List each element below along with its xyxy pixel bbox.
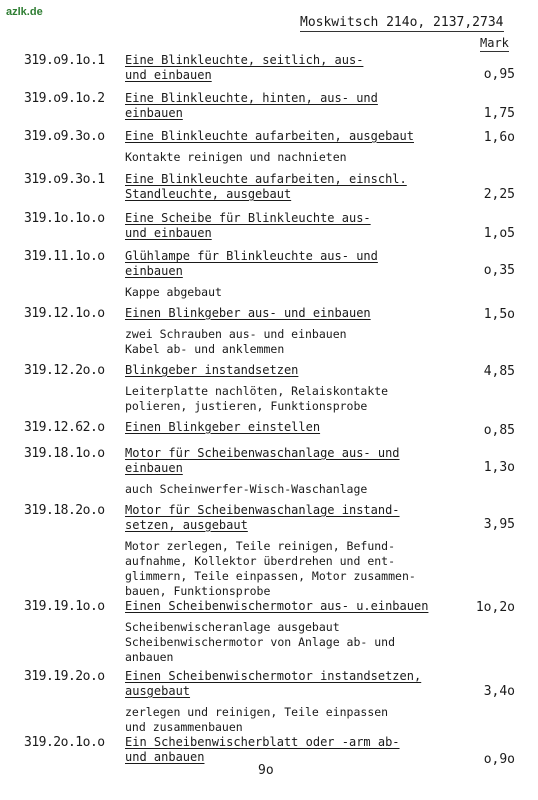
item-title-line: einbauen: [125, 461, 183, 475]
item-title-line: und einbauen: [125, 68, 212, 82]
item-note-line: polieren, justieren, Funktionsprobe: [125, 399, 368, 413]
price-column-header: Mark: [480, 36, 509, 50]
item-code: 319.12.2o.o: [24, 363, 105, 378]
item-title-line: einbauen: [125, 264, 183, 278]
item-note-line: Scheibenwischeranlage ausgebaut: [125, 620, 340, 634]
item-price: 1,o5: [483, 226, 515, 241]
item-note-line: Leiterplatte nachlöten, Relaiskontakte: [125, 384, 389, 398]
item-title: [125, 306, 371, 321]
document-title: Moskwitsch 214o, 2137,2734: [300, 15, 504, 30]
item-title: [125, 129, 414, 144]
item-price: o,95: [483, 67, 515, 82]
item-note-line: Kappe abgebaut: [125, 285, 222, 299]
item-title: [125, 172, 407, 202]
item-code: 319.11.1o.o: [24, 249, 105, 264]
item-title-line: ausgebaut: [125, 684, 191, 698]
item-notes: [125, 150, 347, 165]
item-price: 1,6o: [483, 130, 515, 145]
item-code: 319.1o.1o.o: [24, 211, 105, 226]
item-price: 1,3o: [483, 460, 515, 475]
item-title-line: einbauen: [125, 106, 183, 120]
page-number: 9o: [258, 763, 274, 778]
item-notes: [125, 482, 367, 497]
item-code: 319.2o.1o.o: [24, 735, 105, 750]
item-price: 1o,2o: [475, 600, 515, 615]
item-title-line: Eine Blinkleuchte aufarbeiten, ausgebaut: [125, 129, 414, 143]
item-title-line: Einen Blinkgeber einstellen: [125, 420, 321, 434]
item-title-line: Eine Blinkleuchte aufarbeiten, einschl.: [125, 172, 407, 186]
item-price: 3,4o: [483, 684, 515, 699]
item-note-line: Kabel ab- und anklemmen: [125, 342, 285, 356]
item-note-line: auch Scheinwerfer-Wisch-Waschanlage: [125, 482, 368, 496]
item-price: 1,5o: [483, 307, 515, 322]
item-note-line: Motor zerlegen, Teile reinigen, Befund-: [125, 539, 396, 553]
item-code: 319.o9.3o.o: [24, 129, 105, 144]
item-title: [125, 91, 378, 121]
item-notes: [125, 285, 222, 300]
item-notes: [125, 705, 388, 735]
item-code: 319.o9.1o.1: [24, 53, 105, 68]
item-title: [125, 599, 428, 614]
item-price: 1,75: [483, 106, 515, 121]
item-title-line: Einen Scheibenwischermotor aus- u.einbauen: [125, 599, 429, 613]
item-notes: [125, 620, 395, 665]
item-code: 319.19.2o.o: [24, 669, 105, 684]
item-notes: [125, 539, 416, 599]
item-code: 319.o9.3o.1: [24, 172, 105, 187]
item-note-line: zwei Schrauben aus- und einbauen: [125, 327, 347, 341]
item-title-line: und einbauen: [125, 226, 212, 240]
item-notes: [125, 384, 388, 414]
item-title-line: und anbauen: [125, 750, 205, 764]
item-title: [125, 503, 400, 533]
item-title-line: Motor für Scheibenwaschanlage aus- und: [125, 446, 400, 460]
item-note-line: aufnahme, Kollektor überdrehen und ent-: [125, 554, 396, 568]
item-note-line: anbauen: [125, 650, 174, 664]
item-title-line: Glühlampe für Blinkleuchte aus- und: [125, 249, 378, 263]
item-note-line: Kontakte reinigen und nachnieten: [125, 150, 347, 164]
item-title: [125, 249, 378, 279]
item-title: [125, 446, 400, 476]
item-title-line: Einen Blinkgeber aus- und einbauen: [125, 306, 371, 320]
item-note-line: Scheibenwischermotor von Anlage ab- und: [125, 635, 396, 649]
item-title-line: setzen, ausgebaut: [125, 518, 248, 532]
item-code: 319.18.2o.o: [24, 503, 105, 518]
item-code: 319.18.1o.o: [24, 446, 105, 461]
item-title-line: Standleuchte, ausgebaut: [125, 187, 292, 201]
item-title: [125, 53, 363, 83]
item-note-line: glimmern, Teile einpassen, Motor zusammen-: [125, 569, 416, 583]
item-title-line: Blinkgeber instandsetzen: [125, 363, 299, 377]
item-title-line: Eine Scheibe für Blinkleuchte aus-: [125, 211, 371, 225]
item-note-line: und zusammenbauen: [125, 720, 243, 734]
item-code: 319.12.1o.o: [24, 306, 105, 321]
item-note-line: bauen, Funktionsprobe: [125, 584, 271, 598]
item-note-line: zerlegen und reinigen, Teile einpassen: [125, 705, 389, 719]
item-title-line: Einen Scheibenwischermotor instandsetzen,: [125, 669, 422, 683]
item-code: 319.o9.1o.2: [24, 91, 105, 106]
item-title: [125, 211, 371, 241]
item-price: 4,85: [483, 364, 515, 379]
item-title-line: Eine Blinkleuchte, seitlich, aus-: [125, 53, 364, 67]
site-watermark: azlk.de: [6, 6, 43, 18]
item-title: [125, 420, 320, 435]
item-price: 2,25: [483, 187, 515, 202]
item-title: [125, 363, 298, 378]
item-title: [125, 735, 400, 765]
item-title-line: Motor für Scheibenwaschanlage instand-: [125, 503, 400, 517]
item-price: o,35: [483, 263, 515, 278]
item-code: 319.19.1o.o: [24, 599, 105, 614]
item-title-line: Eine Blinkleuchte, hinten, aus- und: [125, 91, 378, 105]
item-price: o,85: [483, 423, 515, 438]
item-code: 319.12.62.o: [24, 420, 105, 435]
item-title: [125, 669, 421, 699]
item-title-line: Ein Scheibenwischerblatt oder -arm ab-: [125, 735, 400, 749]
item-price: o,9o: [483, 752, 515, 767]
item-price: 3,95: [483, 517, 515, 532]
item-notes: [125, 327, 347, 357]
